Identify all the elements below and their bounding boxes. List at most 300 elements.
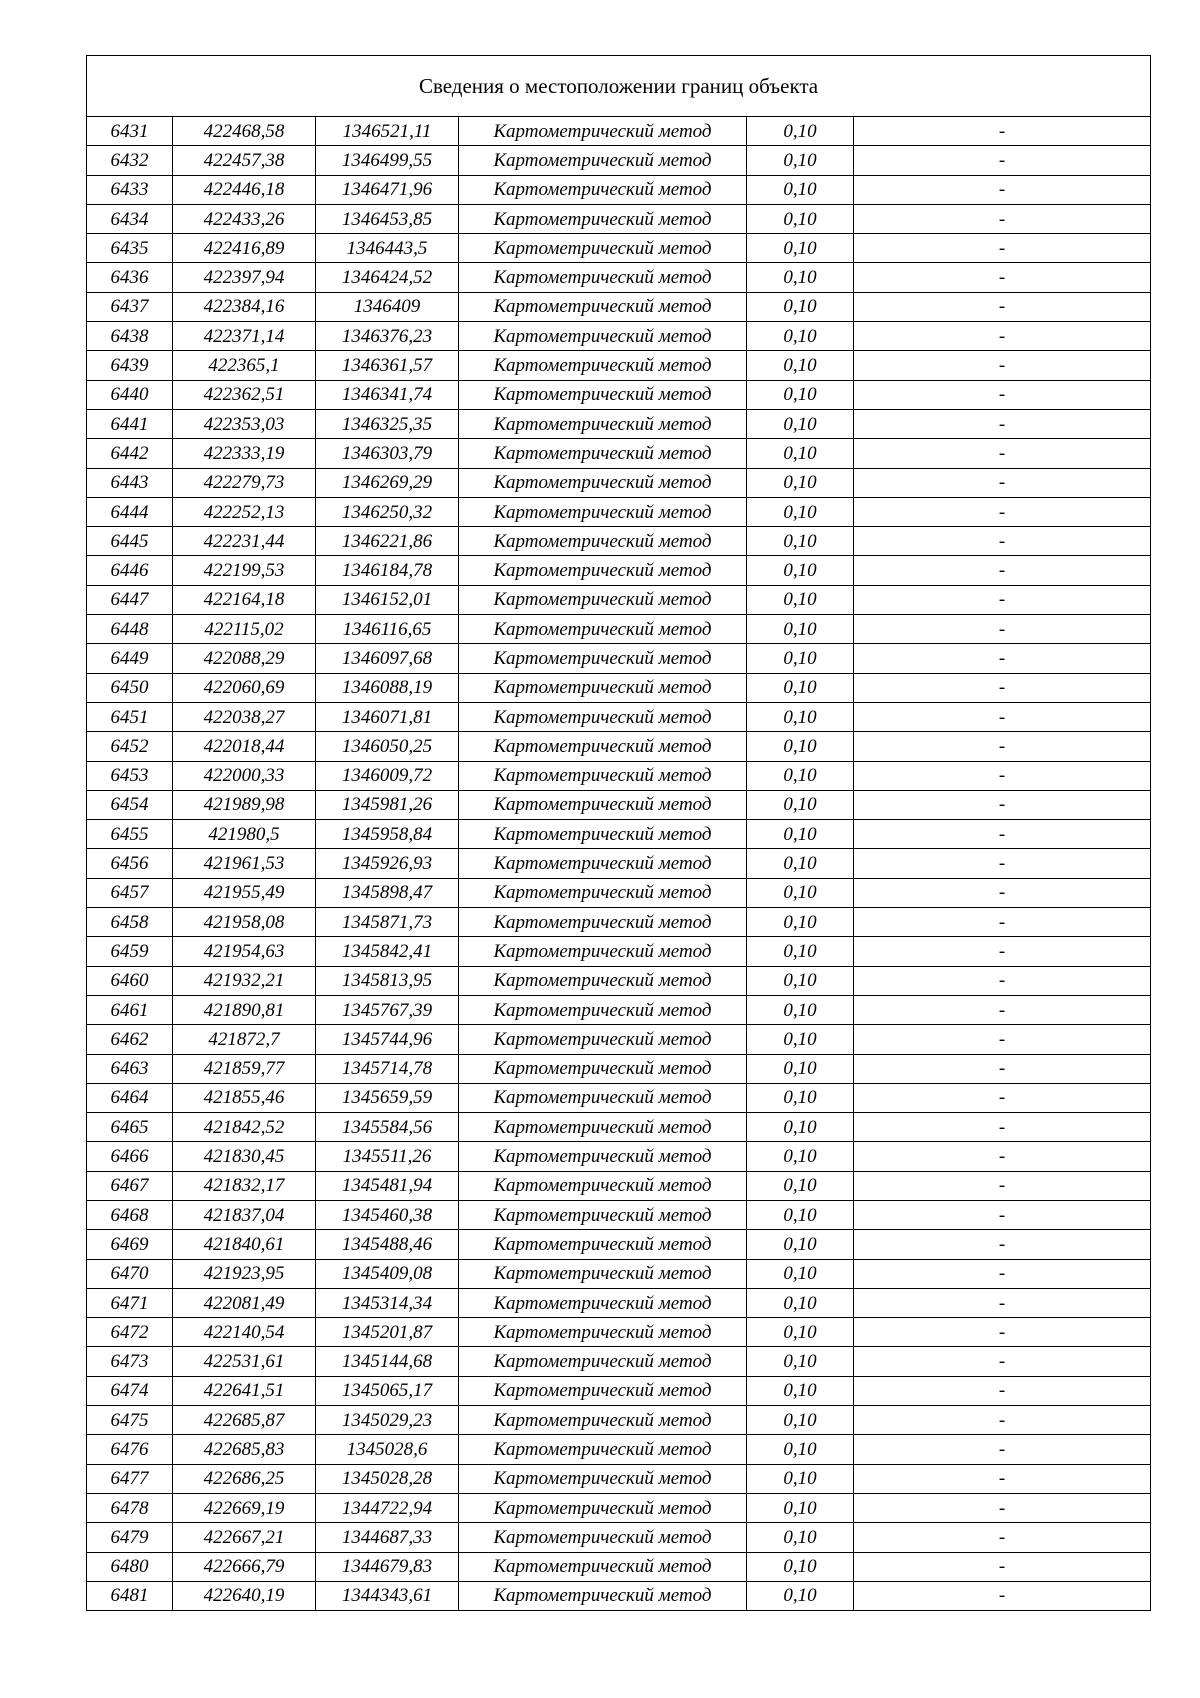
note-cell: -: [854, 1171, 1151, 1200]
point-number-cell: 6433: [87, 175, 173, 204]
accuracy-cell: 0,10: [747, 146, 854, 175]
method-cell: Картометрический метод: [459, 117, 747, 146]
accuracy-cell: 0,10: [747, 1523, 854, 1552]
note-cell: -: [854, 849, 1151, 878]
y-coordinate-cell: 1345201,87: [316, 1318, 459, 1347]
x-coordinate-cell: 421954,63: [173, 937, 316, 966]
y-coordinate-cell: 1345314,34: [316, 1288, 459, 1317]
table-row: [87, 702, 1151, 731]
note-cell: -: [854, 878, 1151, 907]
method-cell: Картометрический метод: [459, 1083, 747, 1112]
x-coordinate-cell: 422641,51: [173, 1376, 316, 1405]
x-coordinate-cell: 422231,44: [173, 527, 316, 556]
point-number-cell: 6472: [87, 1318, 173, 1347]
point-number-cell: 6446: [87, 556, 173, 585]
note-cell: -: [854, 1083, 1151, 1112]
note-cell: -: [854, 1259, 1151, 1288]
note-cell: -: [854, 702, 1151, 731]
y-coordinate-cell: 1346009,72: [316, 761, 459, 790]
accuracy-cell: 0,10: [747, 1054, 854, 1083]
note-cell: -: [854, 1464, 1151, 1493]
note-cell: -: [854, 790, 1151, 819]
accuracy-cell: 0,10: [747, 702, 854, 731]
point-number-cell: 6456: [87, 849, 173, 878]
accuracy-cell: 0,10: [747, 820, 854, 849]
table-row: [87, 849, 1151, 878]
note-cell: -: [854, 117, 1151, 146]
method-cell: Картометрический метод: [459, 908, 747, 937]
note-cell: -: [854, 234, 1151, 263]
y-coordinate-cell: 1345926,93: [316, 849, 459, 878]
table-row: [87, 1347, 1151, 1376]
accuracy-cell: 0,10: [747, 1376, 854, 1405]
note-cell: -: [854, 995, 1151, 1024]
point-number-cell: 6450: [87, 673, 173, 702]
table-row: [87, 1259, 1151, 1288]
method-cell: Картометрический метод: [459, 761, 747, 790]
table-row: [87, 585, 1151, 614]
note-cell: -: [854, 175, 1151, 204]
table-row: [87, 263, 1151, 292]
x-coordinate-cell: 422333,19: [173, 439, 316, 468]
point-number-cell: 6434: [87, 204, 173, 233]
accuracy-cell: 0,10: [747, 585, 854, 614]
accuracy-cell: 0,10: [747, 761, 854, 790]
table-row: [87, 1142, 1151, 1171]
point-number-cell: 6442: [87, 439, 173, 468]
x-coordinate-cell: 421923,95: [173, 1259, 316, 1288]
accuracy-cell: 0,10: [747, 644, 854, 673]
note-cell: -: [854, 1406, 1151, 1435]
table-row: [87, 1581, 1151, 1610]
point-number-cell: 6436: [87, 263, 173, 292]
note-cell: -: [854, 1200, 1151, 1229]
x-coordinate-cell: 422686,25: [173, 1464, 316, 1493]
point-number-cell: 6467: [87, 1171, 173, 1200]
point-number-cell: 6439: [87, 351, 173, 380]
table-row: [87, 820, 1151, 849]
method-cell: Картометрический метод: [459, 673, 747, 702]
method-cell: Картометрический метод: [459, 556, 747, 585]
table-row: [87, 468, 1151, 497]
table-row: [87, 1171, 1151, 1200]
note-cell: -: [854, 820, 1151, 849]
accuracy-cell: 0,10: [747, 527, 854, 556]
x-coordinate-cell: 421859,77: [173, 1054, 316, 1083]
point-number-cell: 6457: [87, 878, 173, 907]
method-cell: Картометрический метод: [459, 527, 747, 556]
y-coordinate-cell: 1346471,96: [316, 175, 459, 204]
point-number-cell: 6477: [87, 1464, 173, 1493]
accuracy-cell: 0,10: [747, 908, 854, 937]
y-coordinate-cell: 1345028,6: [316, 1435, 459, 1464]
accuracy-cell: 0,10: [747, 673, 854, 702]
accuracy-cell: 0,10: [747, 995, 854, 1024]
x-coordinate-cell: 422457,38: [173, 146, 316, 175]
point-number-cell: 6469: [87, 1230, 173, 1259]
note-cell: -: [854, 937, 1151, 966]
note-cell: -: [854, 1318, 1151, 1347]
note-cell: -: [854, 1230, 1151, 1259]
table-row: [87, 732, 1151, 761]
x-coordinate-cell: 422365,1: [173, 351, 316, 380]
table-row: [87, 761, 1151, 790]
method-cell: Картометрический метод: [459, 1113, 747, 1142]
point-number-cell: 6448: [87, 615, 173, 644]
accuracy-cell: 0,10: [747, 175, 854, 204]
method-cell: Картометрический метод: [459, 1054, 747, 1083]
method-cell: Картометрический метод: [459, 702, 747, 731]
y-coordinate-cell: 1346409: [316, 292, 459, 321]
method-cell: Картометрический метод: [459, 1523, 747, 1552]
table-row: [87, 527, 1151, 556]
y-coordinate-cell: 1345898,47: [316, 878, 459, 907]
x-coordinate-cell: 422140,54: [173, 1318, 316, 1347]
method-cell: Картометрический метод: [459, 732, 747, 761]
method-cell: Картометрический метод: [459, 1347, 747, 1376]
note-cell: -: [854, 1142, 1151, 1171]
y-coordinate-cell: 1344343,61: [316, 1581, 459, 1610]
table-row: [87, 439, 1151, 468]
method-cell: Картометрический метод: [459, 175, 747, 204]
method-cell: Картометрический метод: [459, 351, 747, 380]
point-number-cell: 6458: [87, 908, 173, 937]
table-row: [87, 292, 1151, 321]
accuracy-cell: 0,10: [747, 966, 854, 995]
point-number-cell: 6447: [87, 585, 173, 614]
table-row: [87, 1230, 1151, 1259]
note-cell: -: [854, 439, 1151, 468]
method-cell: Картометрический метод: [459, 937, 747, 966]
table-row: [87, 204, 1151, 233]
note-cell: -: [854, 673, 1151, 702]
note-cell: -: [854, 468, 1151, 497]
y-coordinate-cell: 1346269,29: [316, 468, 459, 497]
method-cell: Картометрический метод: [459, 439, 747, 468]
point-number-cell: 6462: [87, 1025, 173, 1054]
accuracy-cell: 0,10: [747, 1552, 854, 1581]
note-cell: -: [854, 146, 1151, 175]
accuracy-cell: 0,10: [747, 1230, 854, 1259]
y-coordinate-cell: 1345409,08: [316, 1259, 459, 1288]
accuracy-cell: 0,10: [747, 849, 854, 878]
note-cell: -: [854, 351, 1151, 380]
x-coordinate-cell: 421840,61: [173, 1230, 316, 1259]
point-number-cell: 6473: [87, 1347, 173, 1376]
table-row: [87, 995, 1151, 1024]
x-coordinate-cell: 421830,45: [173, 1142, 316, 1171]
note-cell: -: [854, 497, 1151, 526]
table-row: [87, 937, 1151, 966]
y-coordinate-cell: 1345028,28: [316, 1464, 459, 1493]
table-row: [87, 1025, 1151, 1054]
accuracy-cell: 0,10: [747, 556, 854, 585]
accuracy-cell: 0,10: [747, 263, 854, 292]
accuracy-cell: 0,10: [747, 409, 854, 438]
x-coordinate-cell: 422669,19: [173, 1493, 316, 1522]
y-coordinate-cell: 1345488,46: [316, 1230, 459, 1259]
accuracy-cell: 0,10: [747, 1406, 854, 1435]
note-cell: -: [854, 908, 1151, 937]
accuracy-cell: 0,10: [747, 1318, 854, 1347]
point-number-cell: 6475: [87, 1406, 173, 1435]
y-coordinate-cell: 1345981,26: [316, 790, 459, 819]
x-coordinate-cell: 422115,02: [173, 615, 316, 644]
x-coordinate-cell: 422199,53: [173, 556, 316, 585]
accuracy-cell: 0,10: [747, 204, 854, 233]
x-coordinate-cell: 421955,49: [173, 878, 316, 907]
note-cell: -: [854, 966, 1151, 995]
y-coordinate-cell: 1346050,25: [316, 732, 459, 761]
point-number-cell: 6461: [87, 995, 173, 1024]
x-coordinate-cell: 422362,51: [173, 380, 316, 409]
accuracy-cell: 0,10: [747, 1493, 854, 1522]
method-cell: Картометрический метод: [459, 820, 747, 849]
accuracy-cell: 0,10: [747, 1464, 854, 1493]
method-cell: Картометрический метод: [459, 790, 747, 819]
point-number-cell: 6445: [87, 527, 173, 556]
y-coordinate-cell: 1346303,79: [316, 439, 459, 468]
method-cell: Картометрический метод: [459, 615, 747, 644]
accuracy-cell: 0,10: [747, 1259, 854, 1288]
note-cell: -: [854, 732, 1151, 761]
table-row: [87, 380, 1151, 409]
x-coordinate-cell: 421961,53: [173, 849, 316, 878]
point-number-cell: 6453: [87, 761, 173, 790]
table-row: [87, 673, 1151, 702]
table-row: [87, 615, 1151, 644]
y-coordinate-cell: 1345511,26: [316, 1142, 459, 1171]
x-coordinate-cell: 422018,44: [173, 732, 316, 761]
method-cell: Картометрический метод: [459, 878, 747, 907]
method-cell: Картометрический метод: [459, 1406, 747, 1435]
y-coordinate-cell: 1345744,96: [316, 1025, 459, 1054]
x-coordinate-cell: 422640,19: [173, 1581, 316, 1610]
point-number-cell: 6465: [87, 1113, 173, 1142]
x-coordinate-cell: 422433,26: [173, 204, 316, 233]
method-cell: Картометрический метод: [459, 1435, 747, 1464]
method-cell: Картометрический метод: [459, 263, 747, 292]
note-cell: -: [854, 263, 1151, 292]
note-cell: -: [854, 556, 1151, 585]
x-coordinate-cell: 422531,61: [173, 1347, 316, 1376]
point-number-cell: 6454: [87, 790, 173, 819]
y-coordinate-cell: 1346341,74: [316, 380, 459, 409]
table-row: [87, 1435, 1151, 1464]
accuracy-cell: 0,10: [747, 351, 854, 380]
y-coordinate-cell: 1345584,56: [316, 1113, 459, 1142]
method-cell: Картометрический метод: [459, 1552, 747, 1581]
boundary-table: [86, 55, 1151, 1611]
y-coordinate-cell: 1345871,73: [316, 908, 459, 937]
accuracy-cell: 0,10: [747, 380, 854, 409]
point-number-cell: 6480: [87, 1552, 173, 1581]
x-coordinate-cell: 422667,21: [173, 1523, 316, 1552]
x-coordinate-cell: 422038,27: [173, 702, 316, 731]
y-coordinate-cell: 1346116,65: [316, 615, 459, 644]
point-number-cell: 6466: [87, 1142, 173, 1171]
accuracy-cell: 0,10: [747, 732, 854, 761]
point-number-cell: 6438: [87, 322, 173, 351]
method-cell: Картометрический метод: [459, 204, 747, 233]
point-number-cell: 6455: [87, 820, 173, 849]
table-row: [87, 146, 1151, 175]
y-coordinate-cell: 1346376,23: [316, 322, 459, 351]
accuracy-cell: 0,10: [747, 117, 854, 146]
x-coordinate-cell: 421837,04: [173, 1200, 316, 1229]
x-coordinate-cell: 422666,79: [173, 1552, 316, 1581]
point-number-cell: 6431: [87, 117, 173, 146]
table-row: [87, 322, 1151, 351]
method-cell: Картометрический метод: [459, 644, 747, 673]
table-row: [87, 234, 1151, 263]
x-coordinate-cell: 421890,81: [173, 995, 316, 1024]
y-coordinate-cell: 1345958,84: [316, 820, 459, 849]
accuracy-cell: 0,10: [747, 1025, 854, 1054]
method-cell: Картометрический метод: [459, 1493, 747, 1522]
point-number-cell: 6470: [87, 1259, 173, 1288]
accuracy-cell: 0,10: [747, 292, 854, 321]
x-coordinate-cell: 421989,98: [173, 790, 316, 819]
x-coordinate-cell: 422000,33: [173, 761, 316, 790]
method-cell: Картометрический метод: [459, 322, 747, 351]
note-cell: -: [854, 1376, 1151, 1405]
x-coordinate-cell: 421855,46: [173, 1083, 316, 1112]
accuracy-cell: 0,10: [747, 615, 854, 644]
x-coordinate-cell: 422353,03: [173, 409, 316, 438]
method-cell: Картометрический метод: [459, 468, 747, 497]
note-cell: -: [854, 1435, 1151, 1464]
table-row: [87, 1552, 1151, 1581]
note-cell: -: [854, 322, 1151, 351]
table-row: [87, 556, 1151, 585]
accuracy-cell: 0,10: [747, 322, 854, 351]
x-coordinate-cell: 422468,58: [173, 117, 316, 146]
table-row: [87, 644, 1151, 673]
y-coordinate-cell: 1346071,81: [316, 702, 459, 731]
method-cell: Картометрический метод: [459, 1288, 747, 1317]
method-cell: Картометрический метод: [459, 849, 747, 878]
method-cell: Картометрический метод: [459, 409, 747, 438]
method-cell: Картометрический метод: [459, 292, 747, 321]
y-coordinate-cell: 1346361,57: [316, 351, 459, 380]
method-cell: Картометрический метод: [459, 995, 747, 1024]
y-coordinate-cell: 1346250,32: [316, 497, 459, 526]
x-coordinate-cell: 422060,69: [173, 673, 316, 702]
accuracy-cell: 0,10: [747, 1435, 854, 1464]
point-number-cell: 6452: [87, 732, 173, 761]
accuracy-cell: 0,10: [747, 937, 854, 966]
y-coordinate-cell: 1346088,19: [316, 673, 459, 702]
y-coordinate-cell: 1345714,78: [316, 1054, 459, 1083]
y-coordinate-cell: 1346424,52: [316, 263, 459, 292]
point-number-cell: 6463: [87, 1054, 173, 1083]
x-coordinate-cell: 421932,21: [173, 966, 316, 995]
method-cell: Картометрический метод: [459, 585, 747, 614]
x-coordinate-cell: 422279,73: [173, 468, 316, 497]
accuracy-cell: 0,10: [747, 468, 854, 497]
y-coordinate-cell: 1346499,55: [316, 146, 459, 175]
method-cell: Картометрический метод: [459, 1142, 747, 1171]
point-number-cell: 6476: [87, 1435, 173, 1464]
table-title: Сведения о местоположении границ объекта: [87, 56, 1151, 117]
accuracy-cell: 0,10: [747, 1142, 854, 1171]
note-cell: -: [854, 1025, 1151, 1054]
table-row: [87, 409, 1151, 438]
accuracy-cell: 0,10: [747, 439, 854, 468]
accuracy-cell: 0,10: [747, 1113, 854, 1142]
accuracy-cell: 0,10: [747, 1347, 854, 1376]
point-number-cell: 6479: [87, 1523, 173, 1552]
method-cell: Картометрический метод: [459, 966, 747, 995]
x-coordinate-cell: 422685,83: [173, 1435, 316, 1464]
point-number-cell: 6460: [87, 966, 173, 995]
y-coordinate-cell: 1346325,35: [316, 409, 459, 438]
table-row: [87, 1083, 1151, 1112]
x-coordinate-cell: 422081,49: [173, 1288, 316, 1317]
note-cell: -: [854, 409, 1151, 438]
accuracy-cell: 0,10: [747, 1171, 854, 1200]
y-coordinate-cell: 1346521,11: [316, 117, 459, 146]
note-cell: -: [854, 527, 1151, 556]
note-cell: -: [854, 761, 1151, 790]
y-coordinate-cell: 1344687,33: [316, 1523, 459, 1552]
method-cell: Картометрический метод: [459, 497, 747, 526]
point-number-cell: 6449: [87, 644, 173, 673]
note-cell: -: [854, 1113, 1151, 1142]
table-row: [87, 1464, 1151, 1493]
table-row: [87, 1493, 1151, 1522]
x-coordinate-cell: 422252,13: [173, 497, 316, 526]
y-coordinate-cell: 1346184,78: [316, 556, 459, 585]
point-number-cell: 6478: [87, 1493, 173, 1522]
table-row: [87, 1318, 1151, 1347]
method-cell: Картометрический метод: [459, 1171, 747, 1200]
y-coordinate-cell: 1346221,86: [316, 527, 459, 556]
table-row: [87, 1200, 1151, 1229]
x-coordinate-cell: 422416,89: [173, 234, 316, 263]
note-cell: -: [854, 1581, 1151, 1610]
note-cell: -: [854, 615, 1151, 644]
note-cell: -: [854, 585, 1151, 614]
method-cell: Картометрический метод: [459, 234, 747, 263]
note-cell: -: [854, 1552, 1151, 1581]
point-number-cell: 6464: [87, 1083, 173, 1112]
point-number-cell: 6471: [87, 1288, 173, 1317]
point-number-cell: 6481: [87, 1581, 173, 1610]
y-coordinate-cell: 1346097,68: [316, 644, 459, 673]
point-number-cell: 6435: [87, 234, 173, 263]
y-coordinate-cell: 1345029,23: [316, 1406, 459, 1435]
note-cell: -: [854, 1054, 1151, 1083]
x-coordinate-cell: 422371,14: [173, 322, 316, 351]
table-row: [87, 175, 1151, 204]
table-row: [87, 1288, 1151, 1317]
method-cell: Картометрический метод: [459, 1230, 747, 1259]
accuracy-cell: 0,10: [747, 1083, 854, 1112]
y-coordinate-cell: 1346453,85: [316, 204, 459, 233]
y-coordinate-cell: 1345144,68: [316, 1347, 459, 1376]
note-cell: -: [854, 1493, 1151, 1522]
table-row: [87, 908, 1151, 937]
accuracy-cell: 0,10: [747, 878, 854, 907]
note-cell: -: [854, 380, 1151, 409]
note-cell: -: [854, 644, 1151, 673]
x-coordinate-cell: 422088,29: [173, 644, 316, 673]
y-coordinate-cell: 1345767,39: [316, 995, 459, 1024]
note-cell: -: [854, 1523, 1151, 1552]
point-number-cell: 6441: [87, 409, 173, 438]
